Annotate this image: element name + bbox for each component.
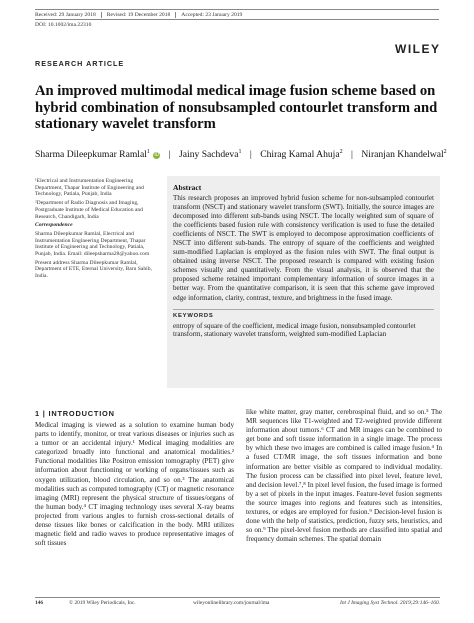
author-name[interactable]: Chirag Kamal Ahuja — [260, 149, 340, 161]
affiliation-2: ²Department of Radio Diagnosis and Imaging, Postgraduate Institute of Medical Education and Research, Chandigarh, India — [35, 200, 143, 220]
revised-date: Revised: 19 December 2018 — [102, 12, 177, 18]
present-address: Present address Sharma Dileepkumar Ramlal, Department of ETE, Eternal University, Baru Sahib, India. — [35, 259, 152, 280]
author-separator: | — [249, 149, 252, 161]
introduction-left-column: Medical imaging is viewed as a solution to examine human body parts to identify, monitor, or treat various diseases or injuries such as a tumor or an accidental injury.¹ Medical imaging modalities are categorized broadly into functional and anatomical modalities.² Functional modalities like Positron emission tomography (PET) give information about functioning or working of organs/tissues such as oxygen utilization, blood circulation, and so on.³ The anatomical modalities such as computed tomography (CT) or magnetic resonance imaging (MRI) represent the physical structure of tissues/organs of the human body.⁴ CT imaging technology uses several X-ray beams projected from various angles to furnish cross-sectional details of dense tissues like bones or calcification in the body. MRI utilizes magnetic field and radio waves to produce representative images of soft tissues — [35, 421, 234, 548]
accepted-date: Accepted: 23 January 2019 — [181, 11, 243, 18]
keywords-divider — [173, 309, 434, 310]
keywords-list: entropy of square of the coefficient, medical image fusion, nonsubsampled contourlet transform, stationary wavelet transform, weighted sum-modified Laplacian — [173, 321, 416, 339]
footer-divider — [35, 597, 440, 598]
author-name[interactable]: Jainy Sachdeva — [179, 149, 239, 161]
copyright: © 2019 Wiley Periodicals, Inc. — [69, 600, 136, 606]
abstract-box — [167, 176, 440, 388]
author-affil-mark: 1 — [146, 149, 150, 155]
author-affil-mark: 1 — [238, 149, 242, 155]
orcid-icon[interactable]: iD — [154, 152, 160, 159]
author-affil-mark: 2 — [339, 149, 343, 155]
author-separator: | — [351, 149, 353, 161]
author-name[interactable]: Sharma Dileepkumar Ramlal — [35, 149, 147, 161]
introduction-heading: 1 | INTRODUCTION — [35, 409, 115, 418]
article-history — [35, 9, 439, 20]
received-date: Received: 29 January 2018 — [35, 12, 102, 18]
author-name[interactable]: Niranjan Khandelwal — [361, 149, 444, 161]
abstract-heading: Abstract — [173, 183, 202, 192]
affiliations — [35, 178, 159, 282]
author-list — [35, 149, 445, 160]
keywords-heading: KEYWORDS — [173, 312, 214, 319]
abstract-body: This research proposes an improved hybrid fusion scheme for non-subsampled contourlet transform (NSCT) and stationary wavelet transform (SWT). Initially, the source images are decomposed into different sub-bands using NSCT. The locally weighted sum of square of the coefficients based fusion rule with consistency verification is used to fuse the detailed coefficients of NSCT. The SWT is employed to decompose approximation coefficients of NSCT into different sub-bands. The entropy of square of the coefficients and weighted sum-modified Laplacian is employed as the fusion rules with SWT. The final output is obtained using inverse NSCT. The proposed research is compared with existing fusion schemes visually and quantitatively. From the visual analysis, it is observed that the proposed scheme retained important complementary information of source images in a better way. From the quantitative comparison, it is seen that this scheme gave improved edge information, clarity, contrast, texture, and brightness in the fused image. — [173, 194, 434, 302]
citation: Int J Imaging Syst Technol. 2019;29:146–160. — [340, 600, 440, 606]
journal-url[interactable]: wileyonlinelibrary.com/journal/ima — [193, 600, 270, 606]
author-separator: | — [168, 149, 171, 161]
correspondence-label: Correspondence — [35, 222, 73, 229]
affiliation-1: ¹Electrical and Instrumentation Engineering Department, Thapar Institute of Engineering and Technology, Patiala, Punjab, India — [35, 178, 144, 198]
page-footer — [35, 600, 440, 606]
page-number: 146 — [35, 600, 44, 606]
introduction-right-column: like white matter, gray matter, cerebrospinal fluid, and so on.⁵ The MR sequences like T1-weighted and T2-weighted provide different information about tumors.⁶ CT and MR images can be combined to get bone and soft tissue information in a single image. The process by which these two images are combined is called image fusion.⁴ In a fused CT/MR image, the soft tissues information and bone information are better visible as compared to individual modality. The fusion process can be classified into pixel level, feature level, and decision level.⁷,⁸ In pixel level fusion, the fused image is formed by a set of pixels in the input images. Feature-level fusion segments the source images into regions and features such as intensities, textures, or edges are employed for fusion.⁹ Decision-level fusion is done with the help of statistics, prediction, fuzzy sets, heuristics, and so on.⁹ The pixel-level fusion methods are classified into spatial and frequency domain schemes. The spatial domain — [246, 408, 442, 544]
article-title: An improved multimodal medical image fusion scheme based on hybrid combination of nonsubsampled contourlet transform and stationary wavelet transform — [35, 83, 438, 133]
author-affil-mark: 2 — [443, 149, 447, 155]
doi[interactable]: DOI: 10.1002/ima.22310 — [35, 22, 92, 28]
publisher-logo: WILEY — [395, 42, 441, 56]
section-label: RESEARCH ARTICLE — [35, 59, 125, 68]
correspondence-body: Sharma Dileepkumar Ramlal, Electrical and Instrumentation Engineering Department, Thapar Institute of Engineering and Technology, Patiala, Punjab, India. Email: dileepsharma28@yahoo.com — [35, 230, 150, 258]
